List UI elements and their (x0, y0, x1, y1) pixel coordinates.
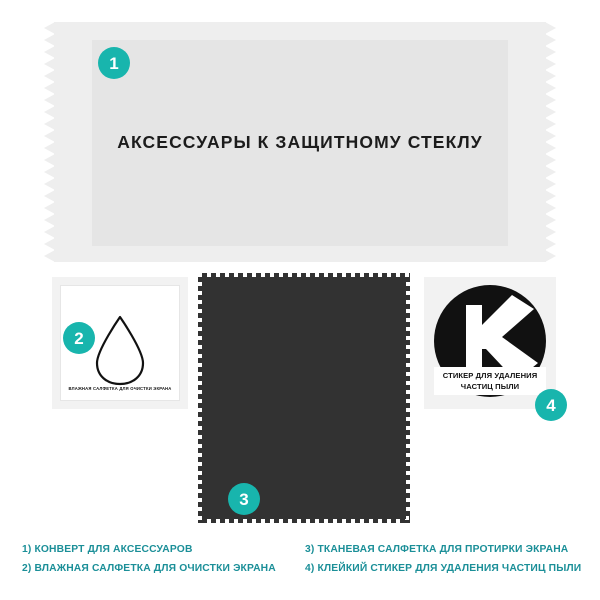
microfiber-cloth (198, 273, 410, 523)
badge-4: 4 (535, 389, 567, 421)
sticker-label (434, 367, 546, 395)
legend-item-4: 4) КЛЕЙКИЙ СТИКЕР ДЛЯ УДАЛЕНИЯ ЧАСТИЦ ПЫЛИ (305, 562, 582, 574)
dust-removal-sticker (424, 277, 556, 409)
legend-item-3: 3) ТКАНЕВАЯ САЛФЕТКА ДЛЯ ПРОТИРКИ ЭКРАНА (305, 543, 569, 555)
sticker-label-line-1: СТИКЕР ДЛЯ УДАЛЕНИЯ (442, 371, 538, 380)
cloth-stitched-border (198, 273, 410, 523)
badge-3: 3 (228, 483, 260, 515)
badge-2: 2 (63, 322, 95, 354)
legend-column-left (22, 540, 299, 578)
badge-1: 1 (98, 47, 130, 79)
wet-wipe-caption: ВЛАЖНАЯ САЛФЕТКА ДЛЯ ОЧИСТКИ ЭКРАНА (68, 385, 172, 391)
legend-item-2: 2) ВЛАЖНАЯ САЛФЕТКА ДЛЯ ОЧИСТКИ ЭКРАНА (22, 562, 276, 574)
legend-column-right (299, 540, 582, 578)
envelope-title: АКСЕССУАРЫ К ЗАЩИТНОМУ СТЕКЛУ (117, 132, 483, 152)
legend-item-1: 1) КОНВЕРТ ДЛЯ АКСЕССУАРОВ (22, 543, 193, 555)
water-drop-icon (91, 314, 149, 386)
sticker-label-line-2: ЧАСТИЦ ПЫЛИ (460, 382, 520, 391)
legend (22, 540, 582, 578)
